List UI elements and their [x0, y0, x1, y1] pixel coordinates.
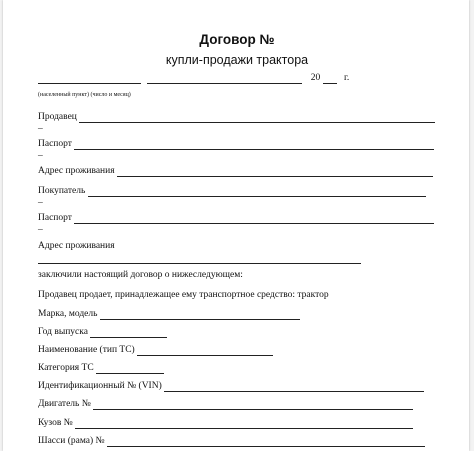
name-label: Наименование (тип ТС) — [38, 345, 135, 355]
chassis-blank — [107, 436, 425, 447]
year-label: Год выпуска — [38, 327, 88, 337]
body-blank — [75, 418, 413, 429]
date-blank — [147, 73, 302, 84]
year-field-blank — [90, 327, 167, 338]
category-label: Категория ТС — [38, 363, 94, 373]
seller-dash: – — [38, 124, 43, 134]
buyer-label: Покупатель — [38, 186, 86, 196]
buyer-blank — [88, 186, 426, 197]
address2-blank-row — [38, 252, 361, 264]
seller-blank — [79, 112, 435, 123]
buyer-row — [38, 185, 426, 197]
passport1-row — [38, 138, 434, 150]
address2-blank — [38, 253, 361, 264]
name-row — [38, 344, 273, 356]
address2-row — [38, 240, 115, 252]
place-date-row — [38, 72, 349, 84]
vin-blank — [164, 381, 424, 392]
seller-label: Продавец — [38, 112, 77, 122]
seller-row — [38, 111, 435, 123]
sale-text: Продавец продает, принадлежащее ему транспортное средство: трактор — [38, 290, 329, 300]
year-blank — [323, 73, 337, 84]
year-prefix: 20 — [310, 73, 321, 83]
address1-blank — [117, 166, 433, 177]
address1-row — [38, 165, 433, 177]
make-blank — [100, 309, 300, 320]
category-blank — [96, 363, 164, 374]
engine-blank — [93, 399, 413, 410]
year-row — [38, 326, 167, 338]
chassis-label: Шасси (рама) № — [38, 436, 105, 446]
address1-label: Адрес проживания — [38, 166, 115, 176]
agreement-text: заключили настоящий договор о нижеследующем: — [38, 270, 243, 280]
place-blank — [38, 73, 141, 84]
passport1-blank — [74, 139, 434, 150]
document-subtitle: купли-продажи трактора — [165, 53, 309, 67]
buyer-dash: – — [38, 198, 43, 208]
passport2-label: Паспорт — [38, 213, 72, 223]
address2-label: Адрес проживания — [38, 241, 115, 251]
make-label: Марка, модель — [38, 309, 98, 319]
name-blank — [137, 345, 273, 356]
passport1-dash: – — [38, 151, 43, 161]
place-date-caption: (населенный пункт) (число и месяц) — [38, 92, 131, 98]
passport2-blank — [74, 213, 434, 224]
body-row — [38, 417, 413, 429]
make-row — [38, 308, 300, 320]
passport1-label: Паспорт — [38, 139, 72, 149]
vin-row — [38, 380, 424, 392]
document-title: Договор № — [199, 32, 275, 47]
vin-label: Идентификационный № (VIN) — [38, 381, 162, 391]
engine-row — [38, 398, 413, 410]
body-label: Кузов № — [38, 418, 73, 428]
passport2-row — [38, 212, 434, 224]
engine-label: Двигатель № — [38, 399, 91, 409]
category-row — [38, 362, 164, 374]
year-suffix: г. — [344, 73, 350, 83]
chassis-row — [38, 435, 425, 447]
passport2-dash: – — [38, 225, 43, 235]
